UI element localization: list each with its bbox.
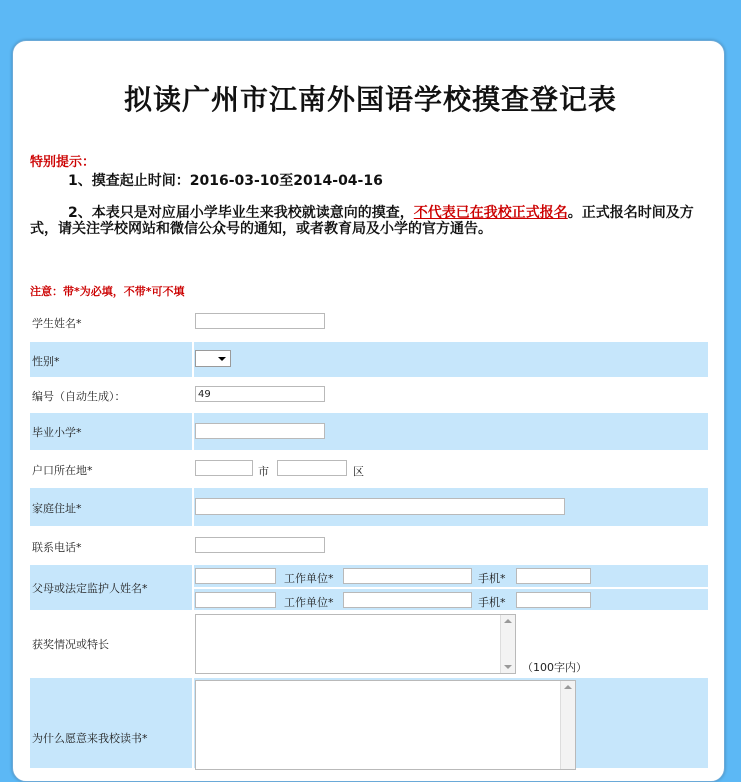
gender-select[interactable] xyxy=(195,350,231,367)
reason-scrollbar[interactable] xyxy=(560,681,575,769)
school-label: 毕业小学* xyxy=(32,426,82,439)
parent2-workplace-label: 工作单位* xyxy=(284,596,334,609)
hukou-city-input[interactable] xyxy=(195,460,253,476)
notice-heading: 特别提示： xyxy=(30,155,96,170)
city-unit: 市 xyxy=(258,465,269,478)
row-gender xyxy=(30,342,708,377)
awards-label-cell xyxy=(30,612,192,676)
row-parents xyxy=(30,565,708,610)
reason-value-cell xyxy=(194,678,708,768)
district-unit: 区 xyxy=(353,465,364,478)
awards-label: 获奖情况或特长 xyxy=(32,638,109,651)
awards-hint: （100字内） xyxy=(522,661,587,674)
parent-value-cell xyxy=(194,565,708,610)
scroll-down-icon[interactable] xyxy=(504,665,512,669)
notice-line-2-emphasis: 不代表已在我校正式报名 xyxy=(413,205,568,221)
phone-label-cell xyxy=(30,527,192,563)
hukou-label-cell xyxy=(30,451,192,487)
address-input[interactable] xyxy=(195,498,565,515)
row-reason xyxy=(30,678,708,768)
parent-row-divider xyxy=(194,587,708,589)
row-school xyxy=(30,413,708,450)
id-value-cell xyxy=(194,379,708,412)
hukou-district-input[interactable] xyxy=(277,460,347,476)
hukou-value-cell xyxy=(194,451,708,487)
parent1-name-input[interactable] xyxy=(195,568,276,584)
awards-textarea[interactable] xyxy=(195,614,516,674)
hukou-label: 户口所在地* xyxy=(32,464,93,477)
awards-scrollbar[interactable] xyxy=(500,615,515,673)
reason-label: 为什么愿意来我校读书* xyxy=(32,732,148,745)
row-awards xyxy=(30,612,708,676)
parent1-workplace-input[interactable] xyxy=(343,568,472,584)
id-label: 编号（自动生成）： xyxy=(32,390,126,403)
student-name-input[interactable] xyxy=(195,313,325,329)
row-student-name xyxy=(30,304,708,340)
student-name-label-cell xyxy=(30,304,192,340)
parent2-workplace-input[interactable] xyxy=(343,592,472,608)
gender-label: 性别* xyxy=(32,355,60,368)
row-hukou xyxy=(30,451,708,487)
phone-value-cell xyxy=(194,527,708,563)
notice-line-1: 1、摸查起止时间：2016-03-10至2014-04-16 xyxy=(68,173,383,189)
reason-textarea[interactable] xyxy=(195,680,576,770)
id-label-cell xyxy=(30,379,192,412)
id-input[interactable]: 49 xyxy=(195,386,325,402)
address-value-cell xyxy=(194,488,708,526)
scroll-up-icon[interactable] xyxy=(564,685,572,689)
row-id xyxy=(30,379,708,412)
school-value-cell xyxy=(194,413,708,450)
notice-line-2 xyxy=(30,205,702,237)
scroll-up-icon[interactable] xyxy=(504,619,512,623)
page-title: 拟读广州市江南外国语学校摸查登记表 xyxy=(123,83,617,116)
awards-value-cell xyxy=(194,612,708,676)
student-name-label: 学生姓名* xyxy=(32,317,82,330)
parent1-workplace-label: 工作单位* xyxy=(284,572,334,585)
address-label-cell xyxy=(30,488,192,526)
phone-label: 联系电话* xyxy=(32,541,82,554)
gender-value-cell xyxy=(194,342,708,377)
notice-line-2-pre: 2、本表只是对应届小学毕业生来我校就读意向的摸查， xyxy=(68,205,414,221)
phone-input[interactable] xyxy=(195,537,325,553)
parent2-mobile-label: 手机* xyxy=(478,596,506,609)
row-phone xyxy=(30,527,708,563)
reason-label-cell xyxy=(30,678,192,768)
parent1-mobile-label: 手机* xyxy=(478,572,506,585)
required-note: 注意：带*为必填，不带*可不填 xyxy=(30,285,185,298)
school-input[interactable] xyxy=(195,423,325,439)
parent-label-cell xyxy=(30,565,192,610)
school-label-cell xyxy=(30,413,192,450)
parent2-mobile-input[interactable] xyxy=(516,592,591,608)
notice-line-2-post: 。正式报名时间及方式，请关注学校网站和微信公众号的通知，或者教育局及小学的官方通告。 xyxy=(30,205,694,237)
address-label: 家庭住址* xyxy=(32,502,82,515)
gender-label-cell xyxy=(30,342,192,377)
chevron-down-icon xyxy=(218,357,226,361)
parent1-mobile-input[interactable] xyxy=(516,568,591,584)
row-address xyxy=(30,488,708,526)
parent-label: 父母或法定监护人姓名* xyxy=(32,582,148,595)
student-name-value-cell xyxy=(194,304,708,340)
parent2-name-input[interactable] xyxy=(195,592,276,608)
